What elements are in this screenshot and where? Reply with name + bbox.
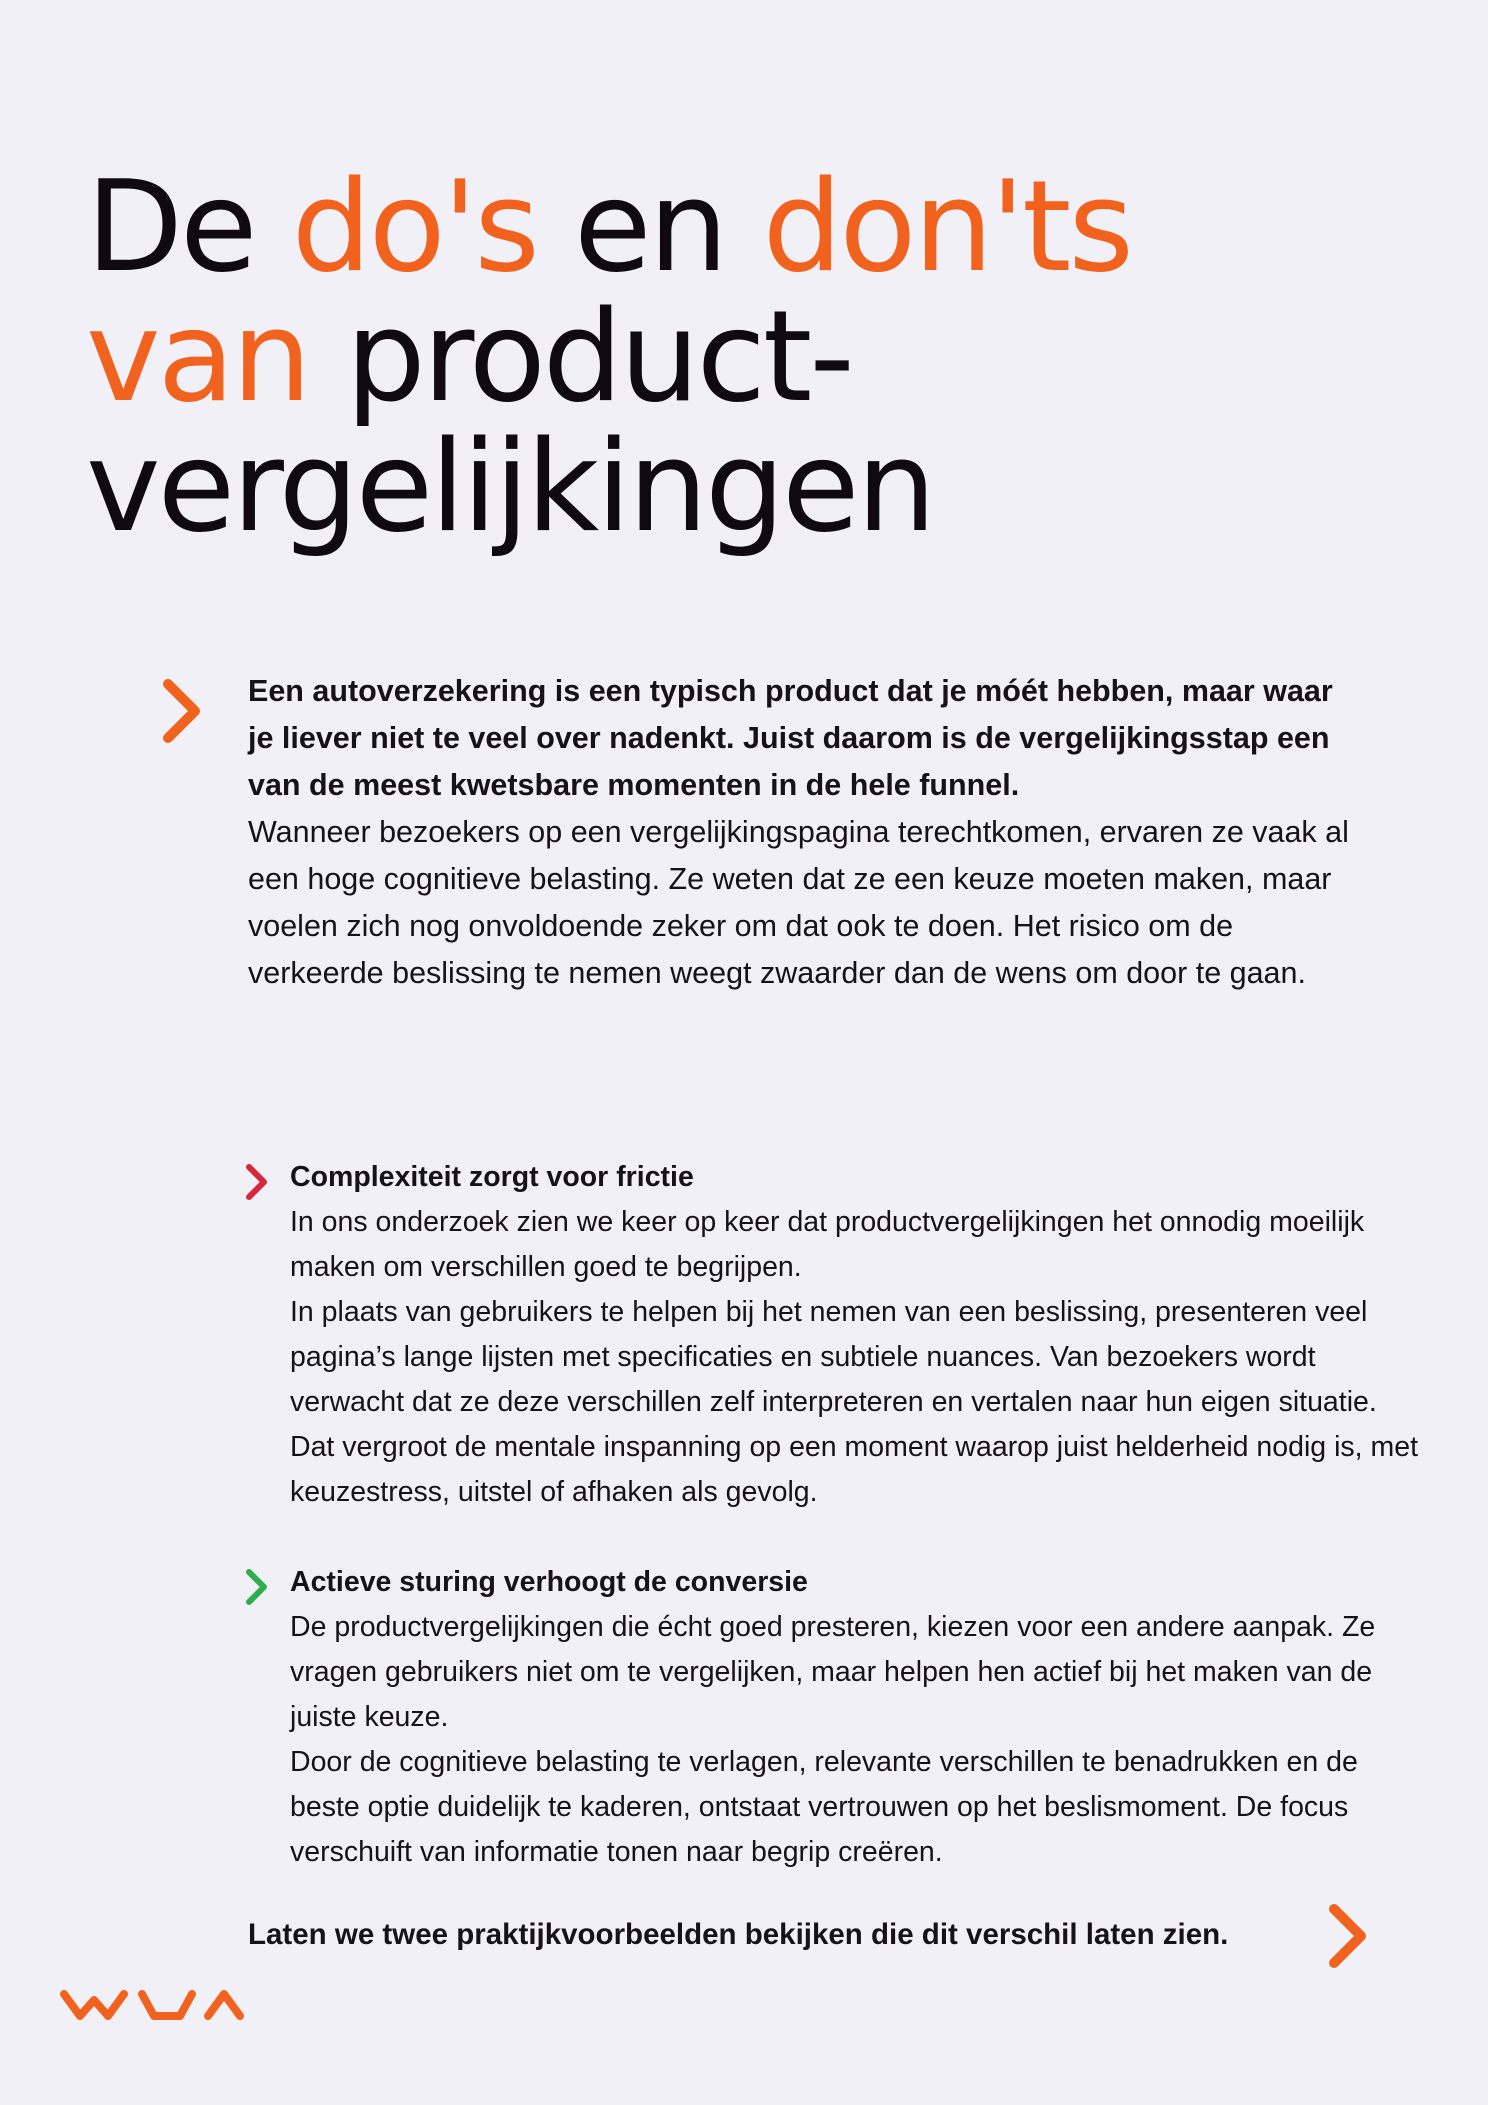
intro-text <box>248 668 1358 997</box>
wua-logo <box>58 1986 258 2031</box>
title-text: De <box>86 153 292 300</box>
section-paragraph: De productvergelijkingen die écht goed presteren, kiezen voor een andere aanpak. Ze vragen gebruikers niet om te vergelijken, maar helpen hen actief bij het maken van de juiste keuze. <box>290 1611 1376 1733</box>
page-title <box>86 153 1386 560</box>
section-paragraph: Door de cognitieve belasting te verlagen, relevante verschillen te benadrukken en de beste optie duidelijk te kaderen, ontstaat vertrouwen op het beslismoment. De focus verschuift van informatie tonen naar begrip creëren. <box>290 1746 1358 1868</box>
title-line-3: vergelijkingen <box>86 413 934 560</box>
intro-body-paragraph: Wanneer bezoekers op een vergelijkingspagina terechtkomen, ervaren ze vaak al een hoge cognitieve belasting. Ze weten dat ze een keuze moeten maken, maar voelen zich nog onvoldoende zeker om dat ook te doen. Het risico om de verkeerde beslissing te nemen weegt zwaarder dan de wens om door te gaan. <box>248 815 1349 990</box>
chevron-right-icon <box>1328 1903 1368 1969</box>
title-accent-text: don'ts <box>762 153 1132 300</box>
closing-text: Laten we twee praktijkvoorbeelden bekijken die dit verschil laten zien. <box>248 1918 1229 1951</box>
section-paragraph: In ons onderzoek zien we keer op keer dat productvergelijkingen het onnodig moeilijk maken om verschillen goed te begrijpen. <box>290 1206 1365 1283</box>
title-accent-text: do's <box>291 153 537 300</box>
section-active-guidance <box>290 1560 1420 1875</box>
section-heading: Complexiteit zorgt voor frictie <box>290 1161 694 1193</box>
title-accent-text: van <box>86 283 309 430</box>
chevron-right-icon <box>244 1567 270 1607</box>
title-text: product- <box>308 283 852 430</box>
chevron-right-icon <box>162 678 202 744</box>
chevron-right-icon <box>244 1162 270 1202</box>
section-heading: Actieve sturing verhoogt de conversie <box>290 1566 808 1598</box>
intro-bold-paragraph: Een autoverzekering is een typisch product dat je móét hebben, maar waar je liever niet te veel over nadenkt. Juist daarom is de vergelijkingsstap een van de meest kwetsbare momenten in de hele funnel. <box>248 674 1333 802</box>
title-text: en <box>536 153 763 300</box>
section-complexity <box>290 1155 1420 1515</box>
section-paragraph: In plaats van gebruikers te helpen bij het nemen van een beslissing, presenteren veel pagina’s lange lijsten met specificaties en subtiele nuances. Van bezoekers wordt verwacht dat ze deze verschillen zelf interpreteren en vertalen naar hun eigen situatie. Dat vergroot de mentale inspanning op een moment waarop juist helderheid nodig is, met keuzestress, uitstel of afhaken als gevolg. <box>290 1296 1419 1508</box>
title-line-2 <box>86 283 1386 430</box>
title-line-1 <box>86 153 1386 300</box>
